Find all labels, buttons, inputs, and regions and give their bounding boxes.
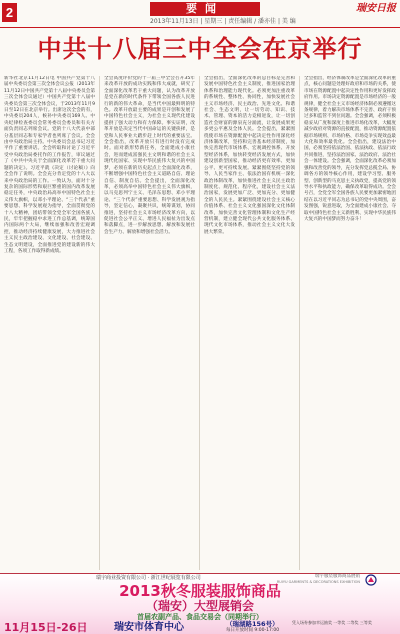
newspaper-masthead: 瑞安日报 [356, 3, 396, 14]
exhibition-advertisement[interactable] [0, 573, 400, 634]
article-column-1: 新华社北京11月12日电 中国共产党第十八届中央委员会第三次全体会议公报（2013年11月12日中国共产党第十八届中央委员会第三次全体会议通过）中国共产党第十八届中央委员会第三次全体会议，于2013年11月9日至12日在北京举行。出席这次全会的有，中央委员204人，候补中央委员169人。中央纪律检查委员会常务委员会委员和有关方面负责同志列席会议。党的十八大代表中部分基层同志和专家学者也列席了会议。全会由中央政治局主持。中央委员会总书记习近平作了重要讲话。全会听取和讨论了习近平受中央政治局委托作的工作报告，审议通过了《中共中央关于全面深化改革若干重大问题的决定》。习近平就《决定（讨论稿）》向全会作了说明。全会充分肯定党的十八大以来中央政治局的工作。一致认为，面对十分复杂的国际形势和艰巨繁重的国内改革发展稳定任务，中央政治局高举中国特色社会主义伟大旗帜，以邓小平理论、“三个代表”重要思想、科学发展观为指导，全面贯彻党的十八大精神，团结带领全党全军全国各族人民，牢牢把握稳中求进工作总基调，统筹国内国际两个大局，继续加强和改善宏观调控，推动经济持续健康发展，大力推进社会主义民主政治建设、文化建设、社会建设、生态文明建设，全面推进党的建设新的伟大工程，各项工作取得新成绩。 [4, 76, 95, 254]
column-divider [199, 76, 200, 570]
article-column-3: 全会指出，全面深化改革的总目标是完善和发展中国特色社会主义制度，推进国家治理体系和治理能力现代化。必须更加注重改革的系统性、整体性、协同性，加快发展社会主义市场经济、民主政治、先进文化、和谐社会、生态文明，让一切劳动、知识、技术、管理、资本的活力竞相迸发，让一切创造社会财富的源泉充分涌流，让发展成果更多更公平惠及全体人民。全会提出，紧紧围绕使市场在资源配置中起决定性作用深化经济体制改革，坚持和完善基本经济制度，加快完善现代市场体系、宏观调控体系、开放型经济体系，加快转变经济发展方式，加快建设创新型国家，推动经济更有效率、更加公平、更可持续发展。紧紧围绕坚持党的领导、人民当家作主、依法治国有机统一深化政治体制改革，加快推进社会主义民主政治制度化、规范化、程序化，建设社会主义法治国家，发展更加广泛、更加充分、更加健全的人民民主。紧紧围绕建设社会主义核心价值体系、社会主义文化强国深化文化体制改革，加快完善文化管理体制和文化生产经营机制，建立健全现代公共文化服务体系、现代文化市场体系，推动社会主义文化大发展大繁荣。 [204, 76, 295, 235]
ad-organizer-en: RUIYU GARMENTS & DECORATIONS EXHIBITION [276, 580, 360, 584]
header-divider [0, 27, 400, 28]
ad-date-range: 11月15日-26日 [4, 621, 88, 634]
ad-organizer-cn: 瑞宇服装服饰商品展销 [315, 574, 360, 579]
article-column-2: 全会高度评价党的十一届三中全会召开35年来改革开放的成功实践和伟大成就，研究了全面深化改革若干重大问题，认为改革开放是党在新的时代条件下带领全国各族人民进行的新的伟大革命，是当代中国最鲜明的特色。改革开放最主要的成果是开创和发展了中国特色社会主义，为社会主义现代化建设提供了强大动力和有力保障。事实证明，改革开放是决定当代中国命运的关键抉择，是党和人民事业大踏步赶上时代的重要法宝。全会指出，改革开放只有进行时没有完成时。面对新形势新任务，全面建成小康社会，进而建成富强民主文明和谐的社会主义现代化国家、实现中华民族伟大复兴的中国梦，必须在新的历史起点上全面深化改革，不断增强中国特色社会主义道路自信、理论自信、制度自信。全会提出，全面深化改革，必须高举中国特色社会主义伟大旗帜，以马克思列宁主义、毛泽东思想、邓小平理论、“三个代表”重要思想、科学发展观为指导，坚定信心，凝聚共识，统筹谋划，协同推进，坚持社会主义市场经济改革方向，以促进社会公平正义、增进人民福祉为出发点和落脚点，进一步解放思想、解放和发展社会生产力、解放和增强社会活力。 [104, 76, 195, 235]
article-body [4, 76, 396, 570]
ad-venue: 瑞安市体育中心 [114, 622, 184, 633]
article-column-4: 全会指出，经济体制改革是全面深化改革的重点，核心问题是处理好政府和市场的关系，使市场在资源配置中起决定性作用和更好发挥政府作用。市场决定资源配置是市场经济的一般规律，健全社会主义市场经济体制必须遵循这条规律，着力解决市场体系不完善、政府干预过多和监管不到位问题。全会强调，必须积极稳妥从广度和深度上推进市场化改革，大幅度减少政府对资源的直接配置，推动资源配置依据市场规则、市场价格、市场竞争实现效益最大化和效率最优化。全会指出，建设法治中国，必须坚持依法治国、依法执政、依法行政共同推进，坚持法治国家、法治政府、法治社会一体建设。全会强调，全面深化改革必须加强和改善党的领导，充分发挥党总揽全局、协调各方的领导核心作用，建设学习型、服务型、创新型的马克思主义执政党，提高党的领导水平和执政能力，确保改革取得成功。全会号召，全党全军全国各族人民要更加紧密地团结在以习近平同志为总书记的党中央周围，奋发图强，锐意进取，为全面建成小康社会、夺取中国特色社会主义新胜利、实现中华民族伟大复兴的中国梦而努力奋斗！ [304, 76, 396, 222]
column-divider [299, 76, 300, 570]
ad-tagline: 首届农副产品、食品交易会（同期举行） [137, 613, 263, 621]
page-number-badge: 2 [2, 3, 17, 22]
issue-info-line: 2013年11月13日 | 星期三 | 责任编辑 / 潘亦佳 | 美 编 [150, 18, 296, 25]
page-header [0, 0, 400, 28]
main-headline: 中共十八届三中全会在京举行 [37, 35, 363, 63]
section-title: 要闻 [150, 2, 260, 16]
ad-sponsor-line: 瑞宇商业投资有限公司 · 浙江世纪展览有限公司 [96, 575, 201, 581]
ad-subtitle: （瑞安）大型展销会 [145, 599, 254, 613]
ad-lottery-note: 凭入场券参加幸运抽奖 一等奖 二等奖 三等奖 [292, 620, 372, 625]
ad-hours: 每日开放时间 9:00-17:00 [226, 628, 280, 633]
ad-address: （瑞湖路156号） [226, 620, 279, 628]
column-divider [99, 76, 100, 570]
exhibition-logo-icon [364, 574, 378, 586]
ad-title: 2013秋冬服装服饰商品 [119, 582, 281, 600]
